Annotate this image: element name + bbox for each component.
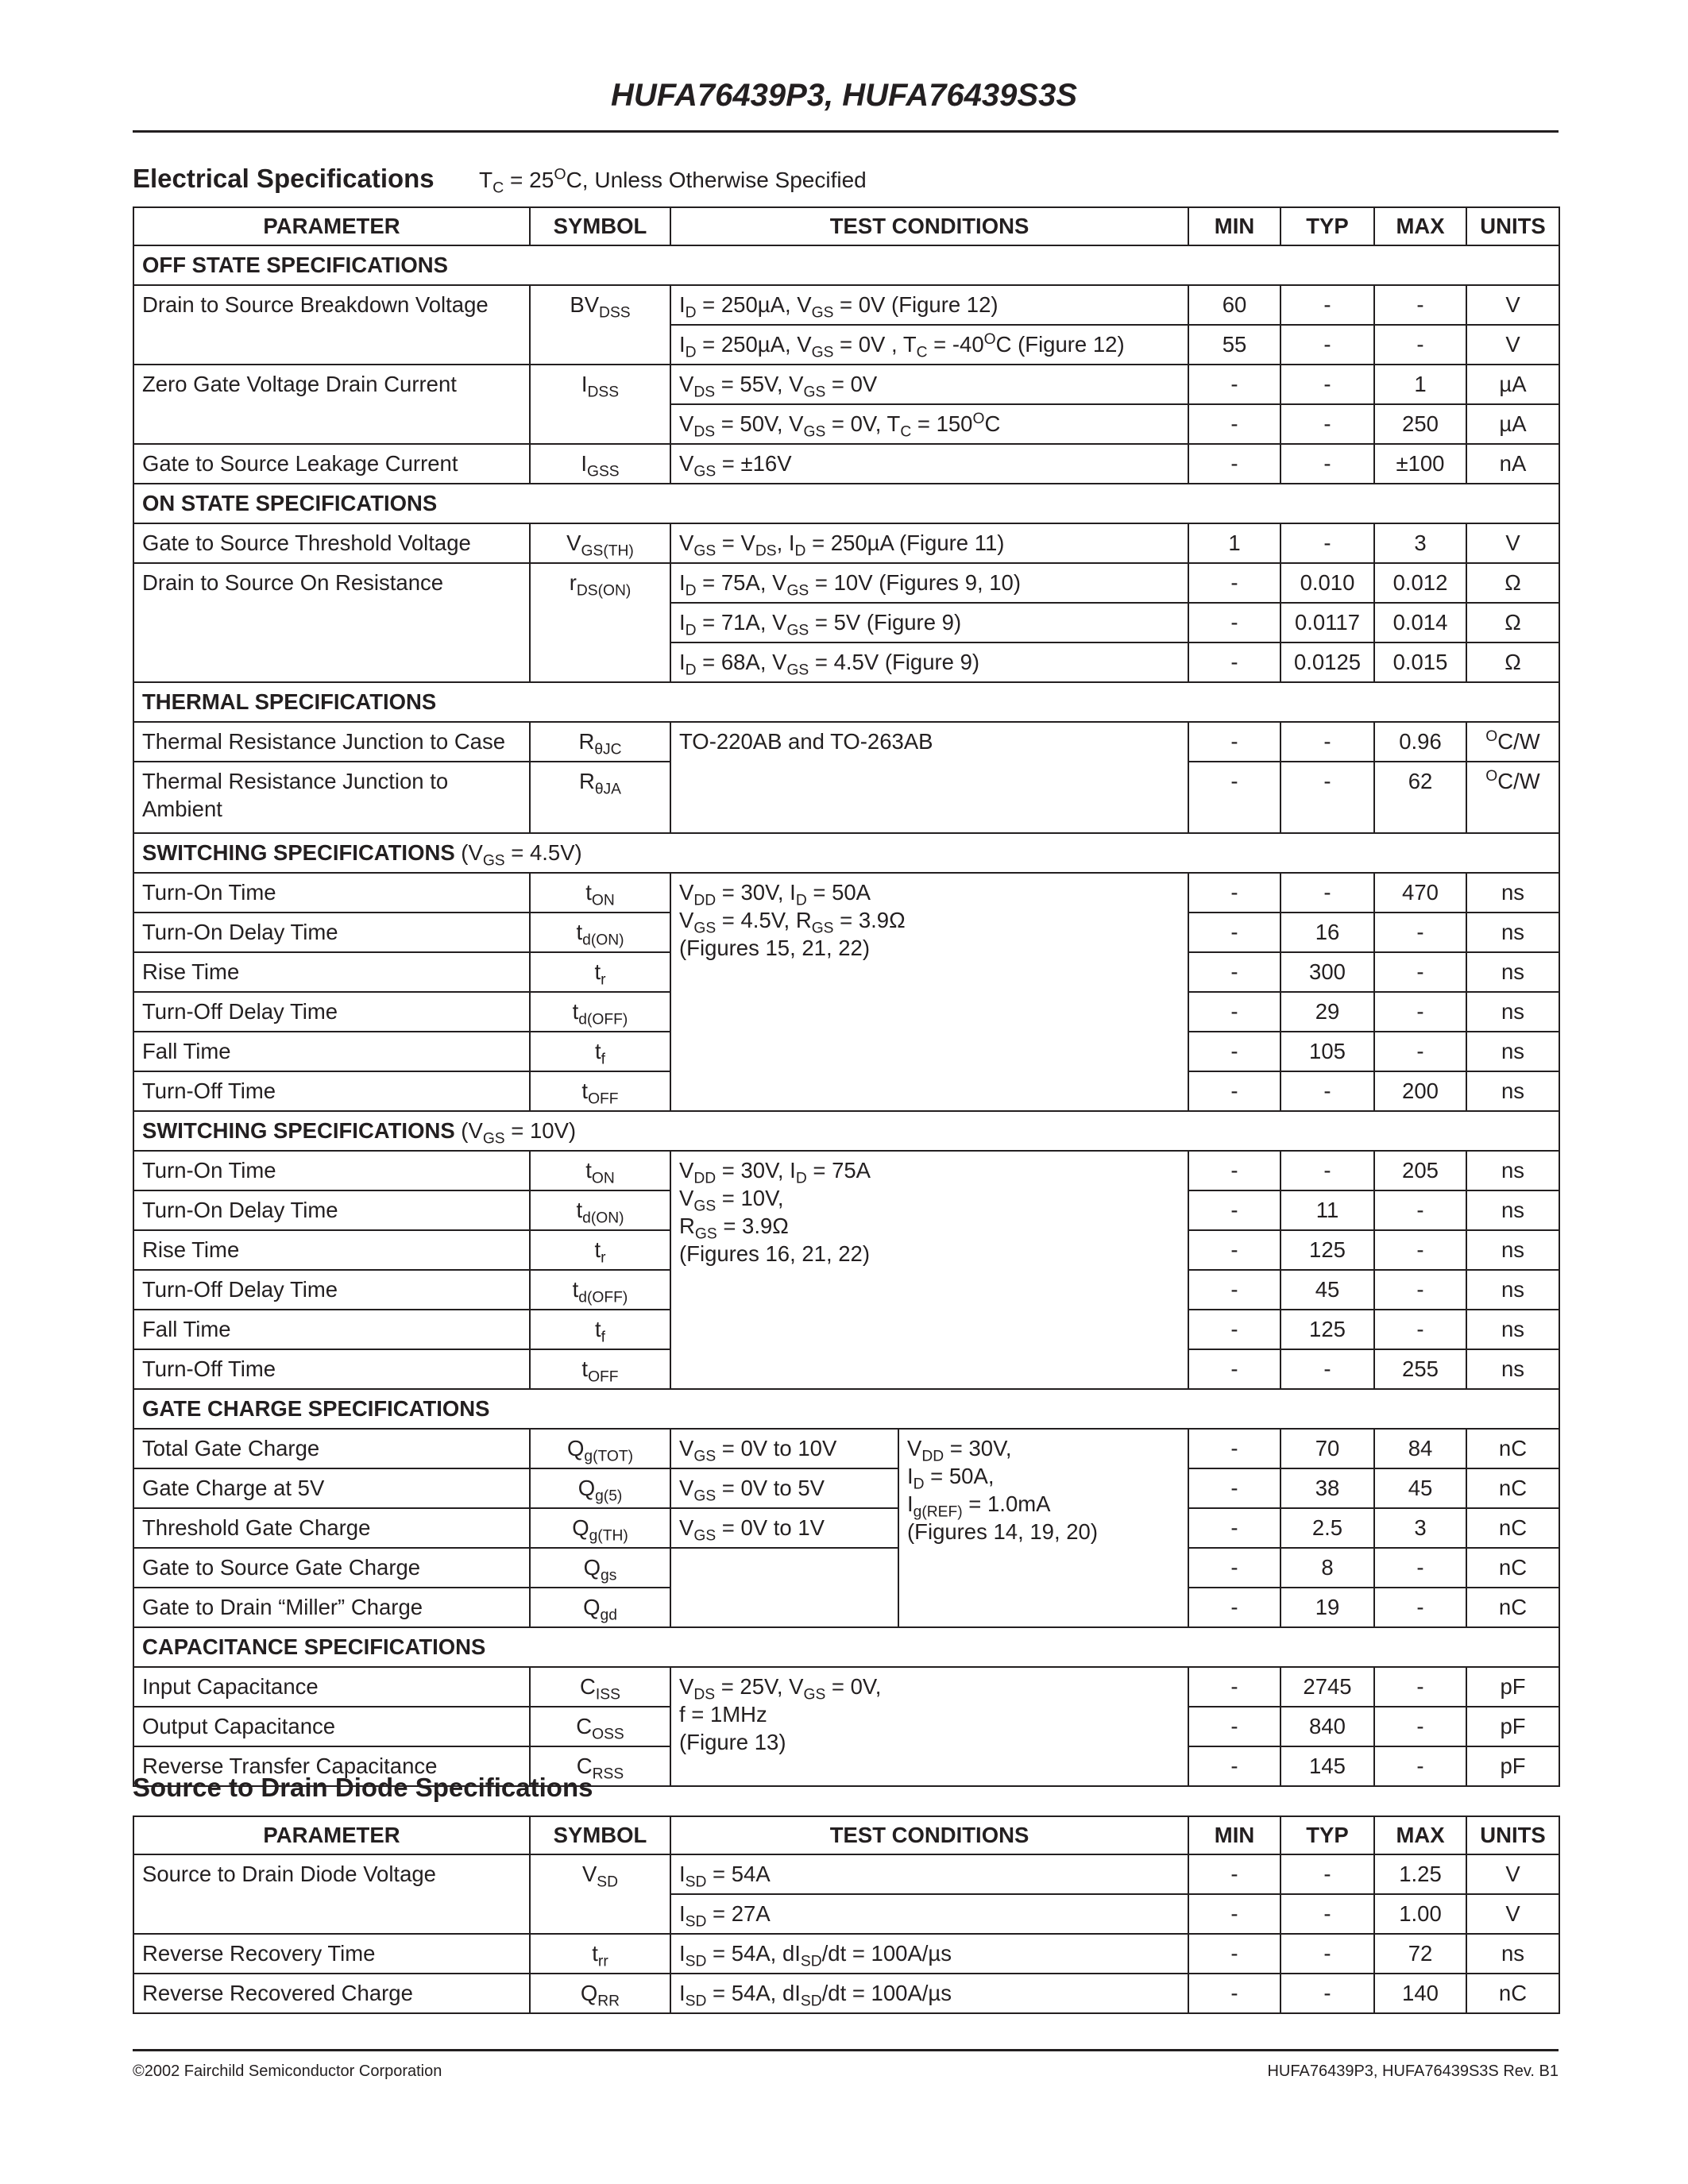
condition-cell: $V_{DD} = 30V$, $I_D = 50A$ $V_{GS} = 4.5V$, $R_{GS} = 3.9\Omega$ (Figures 15, 21, 22) (670, 873, 1188, 1111)
condition-cell: $I_D = 75A$, $V_{GS} = 10V$ (Figures 9, 10) (670, 563, 1188, 603)
max-cell: - (1374, 1667, 1466, 1707)
max-cell: 255 (1374, 1349, 1466, 1389)
typ-cell: - (1280, 325, 1374, 365)
condition-cell: $I_D = 250\mu A$, $V_{GS} = 0V$ , $T_C = -40^OC$ (Figure 12) (670, 325, 1188, 365)
section-title-switching-4v5: SWITCHING SPECIFICATIONS $(V_{GS} = 4.5V)$ (133, 833, 1559, 873)
max-cell: 72 (1374, 1934, 1466, 1974)
units-cell: ns (1466, 1032, 1559, 1071)
condition-cell: $I_{SD} = 54A$, $dI_{SD}/dt = 100A/\mu s$ (670, 1974, 1188, 2013)
max-cell: 0.012 (1374, 563, 1466, 603)
col-header-test-conditions: TEST CONDITIONS (670, 207, 1188, 245)
max-cell: - (1374, 1310, 1466, 1349)
units-cell: pF (1466, 1667, 1559, 1707)
param-cell: Fall Time (133, 1310, 530, 1349)
electrical-spec-title: Electrical Specifications (133, 164, 435, 193)
symbol-cell: $BV_{DSS}$ (530, 285, 670, 365)
max-cell: 205 (1374, 1151, 1466, 1190)
max-cell: - (1374, 285, 1466, 325)
col-header-max: MAX (1374, 1816, 1466, 1854)
param-cell: Total Gate Charge (133, 1429, 530, 1468)
units-cell: ns (1466, 873, 1559, 913)
symbol-cell: $t_f$ (530, 1310, 670, 1349)
units-cell: nC (1466, 1588, 1559, 1627)
param-cell: Turn-On Delay Time (133, 1190, 530, 1230)
typ-cell: 16 (1280, 913, 1374, 952)
typ-cell: - (1280, 1974, 1374, 2013)
max-cell: - (1374, 913, 1466, 952)
min-cell: - (1188, 1151, 1280, 1190)
min-cell: - (1188, 1270, 1280, 1310)
max-cell: ±100 (1374, 444, 1466, 484)
section-title-capacitance: CAPACITANCE SPECIFICATIONS (133, 1627, 1559, 1667)
section-row (133, 1111, 1559, 1151)
min-cell: - (1188, 1707, 1280, 1746)
max-cell: - (1374, 325, 1466, 365)
min-cell: - (1188, 603, 1280, 642)
typ-cell: - (1280, 404, 1374, 444)
col-header-parameter: PARAMETER (133, 207, 530, 245)
max-cell: 200 (1374, 1071, 1466, 1111)
units-cell: nC (1466, 1548, 1559, 1588)
param-cell: Gate Charge at 5V (133, 1468, 530, 1508)
table-row (133, 1429, 1559, 1468)
param-cell: Fall Time (133, 1032, 530, 1071)
min-cell: - (1188, 992, 1280, 1032)
min-cell: - (1188, 444, 1280, 484)
param-cell: Gate to Source Threshold Voltage (133, 523, 530, 563)
units-cell: nA (1466, 444, 1559, 484)
condition-cell: $I_D = 250\mu A$, $V_{GS} = 0V$ (Figure 12) (670, 285, 1188, 325)
param-cell: Turn-Off Time (133, 1071, 530, 1111)
typ-cell: 45 (1280, 1270, 1374, 1310)
param-cell: Reverse Recovery Time (133, 1934, 530, 1974)
typ-cell: - (1280, 722, 1374, 762)
section-row (133, 1389, 1559, 1429)
units-cell: V (1466, 523, 1559, 563)
typ-cell: - (1280, 1854, 1374, 1894)
typ-cell: 11 (1280, 1190, 1374, 1230)
symbol-cell: $t_r$ (530, 1230, 670, 1270)
units-cell: ns (1466, 1349, 1559, 1389)
table-row (133, 1508, 1559, 1548)
electrical-spec-table (133, 206, 1560, 1787)
param-cell: Input Capacitance (133, 1667, 530, 1707)
table-header-row (133, 207, 1559, 245)
section-title-off-state: OFF STATE SPECIFICATIONS (133, 245, 1559, 285)
units-cell: pF (1466, 1746, 1559, 1786)
condition-cell-empty (670, 1548, 898, 1627)
units-cell: V (1466, 1894, 1559, 1934)
units-cell: ns (1466, 952, 1559, 992)
units-cell: ns (1466, 1230, 1559, 1270)
param-cell: Gate to Drain “Miller” Charge (133, 1588, 530, 1627)
typ-cell: 125 (1280, 1310, 1374, 1349)
typ-cell: - (1280, 1071, 1374, 1111)
param-cell: Turn-On Time (133, 873, 530, 913)
units-cell: µA (1466, 404, 1559, 444)
table-row (133, 1934, 1559, 1974)
table-header-row (133, 1816, 1559, 1854)
symbol-cell: $Q_{g(TOT)}$ (530, 1429, 670, 1468)
table-row (133, 444, 1559, 484)
max-cell: 3 (1374, 523, 1466, 563)
min-cell: 1 (1188, 523, 1280, 563)
min-cell: - (1188, 365, 1280, 404)
symbol-cell: $V_{SD}$ (530, 1854, 670, 1934)
units-cell: ns (1466, 992, 1559, 1032)
units-cell: V (1466, 325, 1559, 365)
typ-cell: 70 (1280, 1429, 1374, 1468)
typ-cell: - (1280, 1894, 1374, 1934)
units-cell: ns (1466, 1310, 1559, 1349)
typ-cell: 38 (1280, 1468, 1374, 1508)
typ-cell: 2745 (1280, 1667, 1374, 1707)
min-cell: - (1188, 1230, 1280, 1270)
param-cell: Rise Time (133, 1230, 530, 1270)
units-cell: nC (1466, 1468, 1559, 1508)
table-row (133, 1151, 1559, 1190)
min-cell: - (1188, 1349, 1280, 1389)
units-cell: ns (1466, 1270, 1559, 1310)
table-row (133, 285, 1559, 325)
symbol-cell: $R_{\theta JA}$ (530, 762, 670, 833)
max-cell: - (1374, 1032, 1466, 1071)
table-row (133, 563, 1559, 603)
min-cell: - (1188, 952, 1280, 992)
table-row (133, 1974, 1559, 2013)
max-cell: - (1374, 1548, 1466, 1588)
units-cell: ns (1466, 913, 1559, 952)
min-cell: - (1188, 1032, 1280, 1071)
param-cell: Gate to Source Leakage Current (133, 444, 530, 484)
section-title-gate-charge: GATE CHARGE SPECIFICATIONS (133, 1389, 1559, 1429)
max-cell: 1.00 (1374, 1894, 1466, 1934)
param-cell: Drain to Source Breakdown Voltage (133, 285, 530, 365)
max-cell: 45 (1374, 1468, 1466, 1508)
symbol-cell: $t_r$ (530, 952, 670, 992)
symbol-cell: $C_{ISS}$ (530, 1667, 670, 1707)
table-row (133, 1548, 1559, 1588)
symbol-cell: $t_{d(ON)}$ (530, 913, 670, 952)
col-header-max: MAX (1374, 207, 1466, 245)
typ-cell: - (1280, 523, 1374, 563)
condition-cell: $V_{GS} = 0V$ to 5V (670, 1468, 898, 1508)
max-cell: 1.25 (1374, 1854, 1466, 1894)
max-cell: 0.96 (1374, 722, 1466, 762)
condition-cell: $I_{SD} = 54A$, $dI_{SD}/dt = 100A/\mu s$ (670, 1934, 1188, 1974)
section-title-on-state: ON STATE SPECIFICATIONS (133, 484, 1559, 523)
symbol-cell: $t_{rr}$ (530, 1934, 670, 1974)
typ-cell: 0.0125 (1280, 642, 1374, 682)
param-cell: Zero Gate Voltage Drain Current (133, 365, 530, 444)
min-cell: - (1188, 1854, 1280, 1894)
param-cell: Turn-Off Delay Time (133, 992, 530, 1032)
max-cell: 3 (1374, 1508, 1466, 1548)
page-title: HUFA76439P3, HUFA76439S3S (611, 78, 1077, 113)
symbol-cell: $t_{d(ON)}$ (530, 1190, 670, 1230)
typ-cell: - (1280, 1349, 1374, 1389)
diode-spec-title: Source to Drain Diode Specifications (133, 1773, 593, 1802)
max-cell: 1 (1374, 365, 1466, 404)
max-cell: - (1374, 1746, 1466, 1786)
units-cell: Ω (1466, 603, 1559, 642)
min-cell: - (1188, 1974, 1280, 2013)
col-header-units: UNITS (1466, 207, 1559, 245)
table-row (133, 1468, 1559, 1508)
min-cell: - (1188, 1894, 1280, 1934)
min-cell: - (1188, 1588, 1280, 1627)
typ-cell: - (1280, 1151, 1374, 1190)
param-cell: Thermal Resistance Junction to Case (133, 722, 530, 762)
units-cell: V (1466, 1854, 1559, 1894)
col-header-units: UNITS (1466, 1816, 1559, 1854)
symbol-cell: $Q_{RR}$ (530, 1974, 670, 2013)
typ-cell: 0.010 (1280, 563, 1374, 603)
symbol-cell: $C_{OSS}$ (530, 1707, 670, 1746)
symbol-cell: $Q_{g(5)}$ (530, 1468, 670, 1508)
units-cell: nC (1466, 1429, 1559, 1468)
param-cell: Output Capacitance (133, 1707, 530, 1746)
condition-cell: $I_{SD} = 27A$ (670, 1894, 1188, 1934)
min-cell: - (1188, 873, 1280, 913)
table-row (133, 1854, 1559, 1894)
footer-rule (133, 2049, 1559, 2051)
condition-cell: $V_{GS} = 0V$ to 1V (670, 1508, 898, 1548)
symbol-cell: $t_{OFF}$ (530, 1349, 670, 1389)
param-cell: Thermal Resistance Junction to Ambient (133, 762, 530, 833)
col-header-symbol: SYMBOL (530, 207, 670, 245)
typ-cell: 0.0117 (1280, 603, 1374, 642)
max-cell: - (1374, 1707, 1466, 1746)
symbol-cell: $Q_{gs}$ (530, 1548, 670, 1588)
condition-cell: $I_{SD} = 54A$ (670, 1854, 1188, 1894)
max-cell: 0.015 (1374, 642, 1466, 682)
condition-cell: $V_{GS} = 0V$ to 10V (670, 1429, 898, 1468)
table-row (133, 873, 1559, 913)
units-cell: V (1466, 285, 1559, 325)
symbol-cell: $t_{ON}$ (530, 873, 670, 913)
units-cell: ns (1466, 1190, 1559, 1230)
section-row (133, 833, 1559, 873)
param-cell: Turn-Off Time (133, 1349, 530, 1389)
table-row (133, 1667, 1559, 1707)
condition-cell: $I_D = 71A$, $V_{GS} = 5V$ (Figure 9) (670, 603, 1188, 642)
footer-copyright: ©2002 Fairchild Semiconductor Corporation (133, 2062, 442, 2080)
symbol-cell: $R_{\theta JC}$ (530, 722, 670, 762)
condition-cell: $V_{DS} = 50V$, $V_{GS} = 0V$, $T_C = 150^OC$ (670, 404, 1188, 444)
symbol-cell: $t_{ON}$ (530, 1151, 670, 1190)
param-cell: Turn-Off Delay Time (133, 1270, 530, 1310)
min-cell: - (1188, 1468, 1280, 1508)
col-header-min: MIN (1188, 207, 1280, 245)
symbol-cell: $r_{DS(ON)}$ (530, 563, 670, 682)
min-cell: - (1188, 642, 1280, 682)
min-cell: - (1188, 1310, 1280, 1349)
table-row (133, 523, 1559, 563)
section-row (133, 1627, 1559, 1667)
typ-cell: 300 (1280, 952, 1374, 992)
min-cell: - (1188, 563, 1280, 603)
min-cell: - (1188, 1667, 1280, 1707)
symbol-cell: $C_{RSS}$ (530, 1746, 670, 1786)
section-row (133, 245, 1559, 285)
param-cell: Reverse Recovered Charge (133, 1974, 530, 2013)
symbol-cell: $t_f$ (530, 1032, 670, 1071)
section-title-switching-10v: SWITCHING SPECIFICATIONS $(V_{GS} = 10V)$ (133, 1111, 1559, 1151)
typ-cell: 105 (1280, 1032, 1374, 1071)
col-header-symbol: SYMBOL (530, 1816, 670, 1854)
max-cell: 0.014 (1374, 603, 1466, 642)
units-cell: $^O$C/W (1466, 722, 1559, 762)
symbol-cell: $t_{d(OFF)}$ (530, 1270, 670, 1310)
section-row (133, 484, 1559, 523)
symbol-cell: $I_{GSS}$ (530, 444, 670, 484)
max-cell: 250 (1374, 404, 1466, 444)
symbol-cell: $t_{d(OFF)}$ (530, 992, 670, 1032)
typ-cell: - (1280, 365, 1374, 404)
condition-cell: $V_{DS} = 25V$, $V_{GS} = 0V$, f = 1MHz (Figure 13) (670, 1667, 1188, 1786)
typ-cell: 125 (1280, 1230, 1374, 1270)
condition-cell: TO-220AB and TO-263AB (670, 722, 1188, 833)
max-cell: - (1374, 1270, 1466, 1310)
units-cell: $^O$C/W (1466, 762, 1559, 833)
table-row (133, 722, 1559, 762)
min-cell: - (1188, 913, 1280, 952)
symbol-cell: $Q_{gd}$ (530, 1588, 670, 1627)
typ-cell: - (1280, 762, 1374, 833)
typ-cell: - (1280, 444, 1374, 484)
units-cell: nC (1466, 1974, 1559, 2013)
col-header-typ: TYP (1280, 1816, 1374, 1854)
max-cell: - (1374, 1190, 1466, 1230)
param-cell: Threshold Gate Charge (133, 1508, 530, 1548)
units-cell: Ω (1466, 642, 1559, 682)
param-cell: Turn-On Time (133, 1151, 530, 1190)
min-cell: - (1188, 1548, 1280, 1588)
col-header-parameter: PARAMETER (133, 1816, 530, 1854)
condition-cell: $I_D = 68A$, $V_{GS} = 4.5V$ (Figure 9) (670, 642, 1188, 682)
typ-cell: - (1280, 285, 1374, 325)
condition-cell: $V_{GS} = V_{DS}$, $I_D = 250\mu A$ (Figure 11) (670, 523, 1188, 563)
units-cell: nC (1466, 1508, 1559, 1548)
typ-cell: 2.5 (1280, 1508, 1374, 1548)
section-row (133, 682, 1559, 722)
units-cell: pF (1466, 1707, 1559, 1746)
diode-spec-table (133, 1815, 1560, 2014)
col-header-typ: TYP (1280, 207, 1374, 245)
max-cell: - (1374, 1230, 1466, 1270)
typ-cell: 29 (1280, 992, 1374, 1032)
col-header-min: MIN (1188, 1816, 1280, 1854)
table-row (133, 365, 1559, 404)
symbol-cell: $Q_{g(TH)}$ (530, 1508, 670, 1548)
max-cell: 62 (1374, 762, 1466, 833)
param-cell: Reverse Transfer Capacitance (133, 1746, 530, 1786)
min-cell: - (1188, 404, 1280, 444)
header-rule (133, 130, 1559, 133)
min-cell: - (1188, 1190, 1280, 1230)
condition-cell: $V_{DD} = 30V$, $I_D = 75A$ $V_{GS} = 10V$, $R_{GS} = 3.9\Omega$ (Figures 16, 21, 22) (670, 1151, 1188, 1389)
typ-cell: 840 (1280, 1707, 1374, 1746)
min-cell: - (1188, 1429, 1280, 1468)
units-cell: µA (1466, 365, 1559, 404)
min-cell: - (1188, 762, 1280, 833)
units-cell: ns (1466, 1071, 1559, 1111)
min-cell: - (1188, 722, 1280, 762)
symbol-cell: $t_{OFF}$ (530, 1071, 670, 1111)
typ-cell: - (1280, 1934, 1374, 1974)
col-header-test-conditions: TEST CONDITIONS (670, 1816, 1188, 1854)
max-cell: - (1374, 952, 1466, 992)
condition-cell: $V_{GS} = \pm 16V$ (670, 444, 1188, 484)
param-cell: Gate to Source Gate Charge (133, 1548, 530, 1588)
min-cell: 60 (1188, 285, 1280, 325)
min-cell: - (1188, 1508, 1280, 1548)
electrical-spec-conditions: $T_C = 25^OC$, Unless Otherwise Specified (479, 165, 867, 197)
max-cell: - (1374, 992, 1466, 1032)
condition-cell: $V_{DS} = 55V$, $V_{GS} = 0V$ (670, 365, 1188, 404)
param-cell: Rise Time (133, 952, 530, 992)
min-cell: - (1188, 1071, 1280, 1111)
symbol-cell: $V_{GS(TH)}$ (530, 523, 670, 563)
max-cell: 140 (1374, 1974, 1466, 2013)
min-cell: - (1188, 1746, 1280, 1786)
max-cell: 84 (1374, 1429, 1466, 1468)
condition-cell: $V_{DD} = 30V$, $I_D = 50A$, $I_{g(REF)} = 1.0mA$ (Figures 14, 19, 20) (898, 1429, 1188, 1627)
section-title-thermal: THERMAL SPECIFICATIONS (133, 682, 1559, 722)
footer-doc-revision: HUFA76439P3, HUFA76439S3S Rev. B1 (1267, 2062, 1559, 2080)
typ-cell: 8 (1280, 1548, 1374, 1588)
units-cell: Ω (1466, 563, 1559, 603)
typ-cell: 145 (1280, 1746, 1374, 1786)
units-cell: ns (1466, 1934, 1559, 1974)
min-cell: 55 (1188, 325, 1280, 365)
min-cell: - (1188, 1934, 1280, 1974)
param-cell: Source to Drain Diode Voltage (133, 1854, 530, 1934)
units-cell: ns (1466, 1151, 1559, 1190)
param-cell: Turn-On Delay Time (133, 913, 530, 952)
param-cell: Drain to Source On Resistance (133, 563, 530, 682)
max-cell: 470 (1374, 873, 1466, 913)
typ-cell: - (1280, 873, 1374, 913)
typ-cell: 19 (1280, 1588, 1374, 1627)
symbol-cell: $I_{DSS}$ (530, 365, 670, 444)
max-cell: - (1374, 1588, 1466, 1627)
